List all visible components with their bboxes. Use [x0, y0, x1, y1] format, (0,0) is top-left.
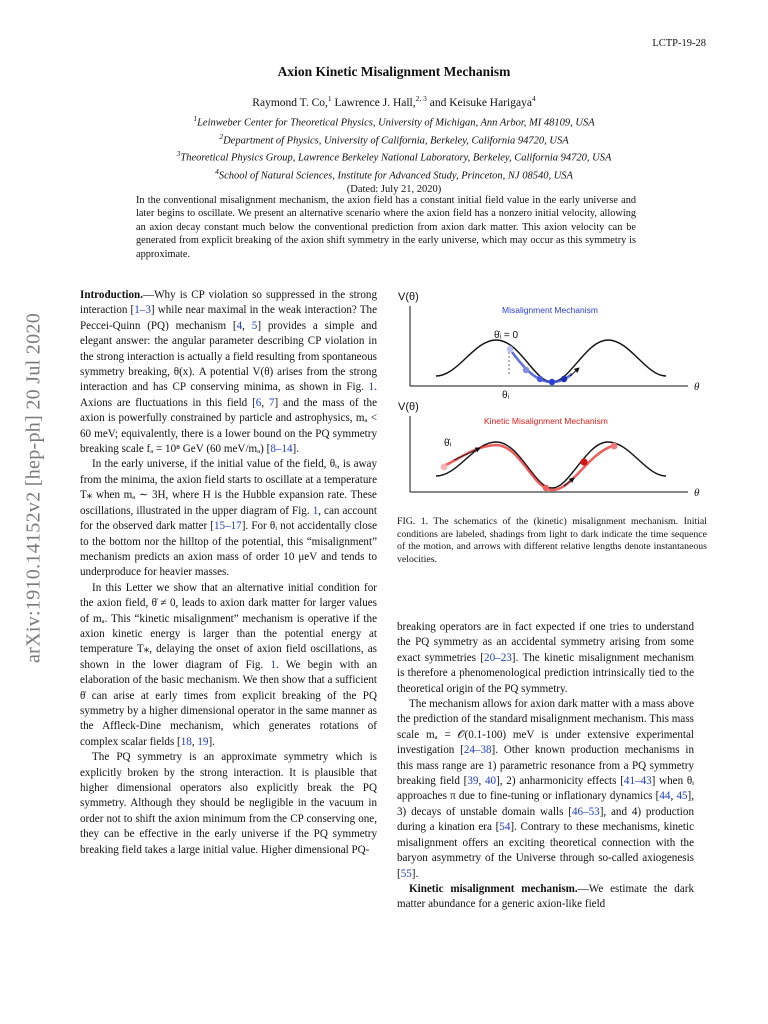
citation-link[interactable]: 45 [676, 790, 688, 803]
text-run: , can account for the observed dark matter [ [80, 504, 377, 533]
bottom-field-position [543, 485, 549, 491]
citation-link[interactable]: 24–38 [463, 744, 492, 757]
arxiv-stamp[interactable]: arXiv:1910.14152v2 [hep-ph] 20 Jul 2020 [22, 313, 45, 663]
text-run: In this Letter we show that an alternative initial condition for the axion field, θ̇ ≠ 0, leads to axion dark matter for larger values of mₐ. This “kinetic misalignment” mechanism is operative if the axion kinetic energy is larger than the potential energy at temperature T⁎, delaying the onset of axion field oscillations, as shown in the lower diagram of Fig. [80, 581, 377, 671]
text-run: The PQ symmetry is an approximate symmetry which is explicitly broken by the strong interaction. It is plausible that higher dimensional operators also explicitly break the PQ symmetry. Although they should be negligible in the vacuum in order not to shift the axion minimum from the CP conserving one, they can be effective in the early universe if the PQ symmetry breaking field takes a large initial value. Higher dimensional PQ- [80, 751, 377, 856]
citation-link[interactable]: 40 [484, 775, 497, 788]
text-run: ] when θᵢ approaches π due to fine-tuning or inflationary dynamics [ [397, 775, 694, 803]
text-run: ] provides a simple and elegant answer: the angular parameter describing CP violation in the strong interaction is actually a field resulting from spontaneous symmetry breaking, θ(x). A potential V(θ) arises from the strong interaction and has CP conserving minima, as shown in Fig. [80, 319, 377, 394]
text-run: ]. [411, 867, 419, 880]
paragraph [80, 581, 377, 750]
bottom-velocity-arrow [564, 478, 574, 486]
affiliation [80, 112, 708, 130]
affiliation [80, 130, 708, 148]
text-run: ], 2) anharmonicity effects [ [496, 775, 624, 788]
citation-link[interactable]: 1–3 [134, 304, 151, 317]
left-column [80, 288, 377, 948]
text-run: In the early universe, if the initial value of the field, θᵢ, is away from the minima, the axion field starts to oscillate at a temperature T⁎ when mₐ ∼ 3H, where H is the Hubble expansion rate. These oscillations, illustrated in the upper diagram of Fig. [80, 458, 377, 517]
top-theta-i-label: θᵢ [502, 390, 510, 401]
paragraph [80, 750, 377, 858]
citation-link[interactable]: 7 [268, 396, 275, 409]
bottom-panel-title: Kinetic Misalignment Mechanism [484, 416, 608, 426]
paper-header [80, 64, 708, 197]
bottom-x-axis-label: θ [694, 487, 700, 499]
citation-link[interactable]: 4 [236, 319, 243, 332]
citation-link[interactable]: 15–17 [213, 520, 242, 533]
author-name: Lawrence J. Hall, [331, 96, 416, 109]
text-run: , [191, 735, 198, 748]
text-run: , [670, 790, 677, 803]
top-field-position [537, 376, 543, 382]
figure-1-caption [397, 516, 707, 566]
author-affil-mark: 2, 3 [415, 94, 427, 103]
text-run: —Why is CP violation so suppressed in the strong interaction [ [80, 289, 377, 317]
affil-text: Theoretical Physics Group, Lawrence Berkeley National Laboratory, Berkeley, California 94720, USA [180, 152, 612, 164]
text-run: ]. For θᵢ not accidentally close to the bottom nor the hilltop of the potential, this “misalignment” mechanism predicts an axion mass of order 10 μeV and tends to underproduce for heavier masses. [80, 520, 377, 579]
text-run: ] and the mass of the axion is powerfully constrained by particle and astrophysics, mₐ < 60 meV; equivalently, there is a lower bound on the PQ symmetry breaking scale fₐ = 10⁸ GeV (60 meV/mₐ) [ [80, 396, 377, 456]
paragraph [397, 620, 694, 697]
top-field-position [523, 367, 529, 373]
citation-link[interactable]: 20–23 [484, 651, 512, 664]
figure-1 [396, 286, 710, 512]
text-run: ]. Other known production mechanisms in this mass range are 1) parametric resonance from a PQ symmetry breaking field [ [397, 744, 694, 788]
bottom-axis-label: V(θ) [398, 401, 419, 413]
affil-mark: 4 [215, 167, 219, 177]
paragraph-kinetic-misalignment [397, 882, 694, 913]
citation-link[interactable]: 8–14 [270, 443, 293, 456]
abstract: In the conventional misalignment mechanism, the axion field has a constant initial field value in the early universe and later begins to oscillate. We present an alternative scenario where the axion field has a nonzero initial velocity, allowing an axion decay constant much below the conventional prediction from axion dark matter. This axion velocity can be generated from explicit breaking of the axion shift symmetry in the early universe, which may occur as this symmetry is approximate. [136, 195, 636, 260]
text-run: ]. [208, 735, 215, 748]
figure-1-diagram [396, 286, 710, 512]
paper-title: Axion Kinetic Misalignment Mechanism [277, 64, 511, 79]
figure-link[interactable]: 1 [312, 504, 319, 517]
citation-link[interactable]: 41–43 [623, 775, 652, 788]
affil-mark: 1 [193, 113, 198, 123]
text-run: ], and 4) production during a kination era [ [397, 805, 694, 834]
citation-link[interactable]: 54 [499, 821, 511, 834]
affil-mark: 2 [219, 131, 224, 141]
text-run: . We begin with an elaboration of the basic mechanism. We then show that a sufficient θ̇ can arise at early times from explicit breaking of the PQ symmetry by a higher dimensional operator in the same manner as the Affleck-Dine mechanism, which generates rotations of complex scalar fields [ [80, 658, 377, 748]
citation-link[interactable]: 19 [197, 735, 209, 748]
paragraph-introduction [80, 288, 377, 457]
top-field-initial [507, 346, 513, 352]
top-potential-curve [436, 340, 666, 382]
top-x-axis-label: θ [694, 381, 700, 393]
top-initial-velocity-label: θ̇ᵢ = 0 [494, 330, 519, 341]
affil-text: Leinweber Center for Theoretical Physics, University of Michigan, Ann Arbor, MI 48109, USA [197, 117, 595, 129]
report-number: LCTP-19-28 [652, 38, 706, 49]
date-line: (Dated: July 21, 2020) [346, 184, 442, 196]
bottom-potential-curve [436, 442, 666, 488]
citation-link[interactable]: 46–53 [571, 805, 600, 818]
citation-link[interactable]: 44 [659, 790, 671, 803]
figure-link[interactable]: 1 [368, 381, 375, 394]
author-affil-mark: 4 [531, 94, 536, 103]
bottom-field-position [580, 458, 587, 465]
caption-label: FIG. 1. [397, 516, 429, 527]
affiliation [80, 165, 708, 183]
text-run: —We estimate the dark matter abundance for a generic axion-like field [397, 882, 694, 911]
citation-link[interactable]: 6 [255, 396, 262, 409]
right-column [397, 620, 694, 940]
author-name: and Keisuke Harigaya [426, 96, 532, 109]
affiliation-list [80, 112, 708, 183]
top-axis-label: V(θ) [398, 291, 419, 303]
paragraph [80, 457, 377, 580]
text-run: , [261, 396, 269, 409]
text-run: ]. [292, 443, 300, 456]
citation-link[interactable]: 55 [400, 867, 412, 880]
paragraph [397, 697, 694, 882]
caption-text: The schematics of the (kinetic) misalignment mechanism. Initial conditions are labeled, shadings from light to dark indicate the time sequence of the motion, and arrows with different relative lengths denote instantaneous velocities. [397, 516, 707, 565]
text-run: ]. Contrary to these mechanisms, kinetic misalignment offers an exciting theoretical connection with the baryon asymmetry of the Universe through so-called axiogenesis [ [397, 821, 694, 880]
text-run: breaking operators are in fact expected if one tries to understand the PQ symmetry as an accidental symmetry arising from some exact symmetries [ [397, 621, 694, 664]
citation-link[interactable]: 39 [467, 775, 479, 788]
author-name: Raymond T. Co, [252, 96, 328, 109]
bottom-field-initial [441, 464, 448, 471]
text-run: , [478, 775, 485, 788]
text-run: , [242, 319, 252, 332]
bottom-initial-velocity-label: θ̇ᵢ [444, 438, 452, 449]
top-panel-title: Misalignment Mechanism [502, 305, 598, 315]
affiliation [80, 147, 708, 165]
author-affil-mark: 1 [327, 94, 332, 103]
affil-text: School of Natural Sciences, Institute for Advanced Study, Princeton, NJ 08540, USA [218, 170, 573, 182]
text-run: ], 3) decays of unstable domain walls [ [397, 790, 694, 818]
text-run: ]. The kinetic misalignment mechanism is therefore a phenomenological prediction intrinsically tied to the theoretical origin of the PQ symmetry. [397, 651, 694, 695]
affil-mark: 3 [176, 149, 181, 159]
top-field-position [561, 376, 567, 382]
text-run: ] while near maximal in the weak interaction? The Peccei-Quinn (PQ) mechanism [ [80, 304, 377, 332]
section-heading-kinetic-misalignment: Kinetic misalignment mechanism. [409, 882, 578, 895]
bottom-field-position [611, 443, 618, 450]
text-run: The mechanism allows for axion dark matter with a mass above the prediction of the standard misalignment mechanism. This mass scale mₐ = 𝒪(0.1-100) meV is under extensive experimental investigation [ [397, 698, 694, 757]
section-heading-introduction: Introduction. [80, 289, 143, 301]
citation-link[interactable]: 5 [251, 319, 258, 332]
affil-text: Department of Physics, University of California, Berkeley, California 94720, USA [223, 135, 569, 147]
figure-link[interactable]: 1 [270, 658, 276, 671]
citation-link[interactable]: 18 [180, 735, 192, 748]
text-run: . Axions are fluctuations in this field [ [80, 381, 377, 409]
top-field-position [549, 379, 555, 385]
author-list [80, 94, 708, 109]
